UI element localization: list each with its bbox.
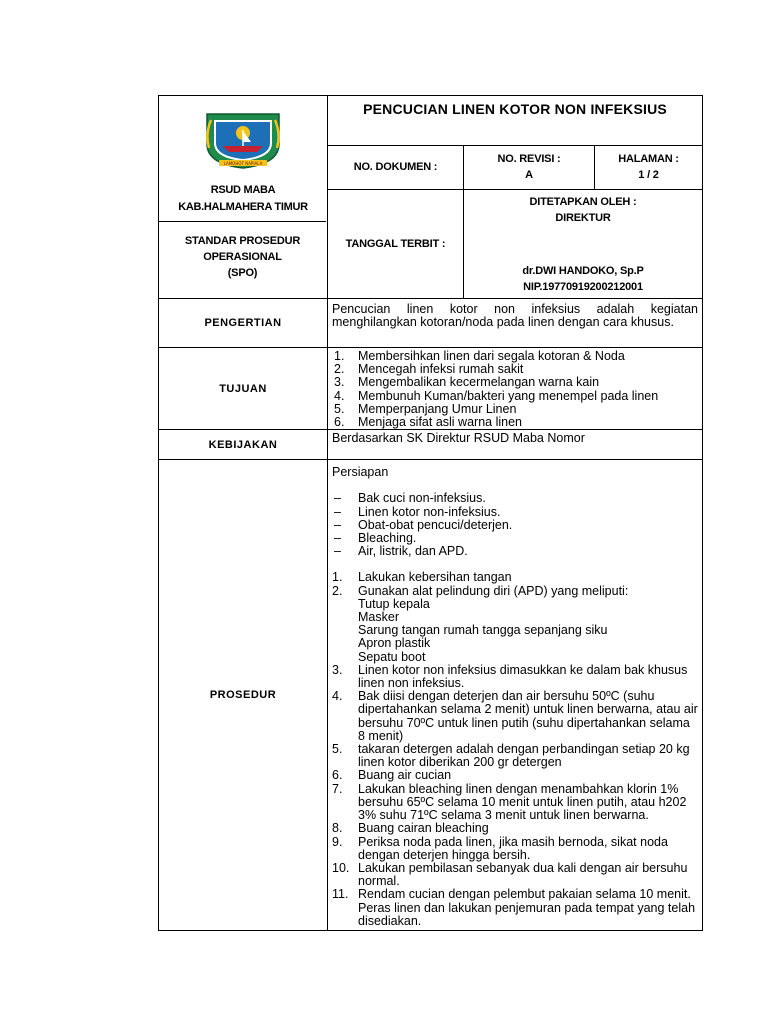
prosedur-step: 7. Lakukan bleaching linen dengan menambahkan klorin 1% bersuhu 65ºC selama 10 menit untuk linen putih, atau h202 3% suhu 71ºC selama 3 menit untuk linen berwarna. <box>332 781 687 823</box>
prosedur-cell <box>328 460 703 931</box>
halaman-label: HALAMAN : <box>618 152 679 165</box>
tujuan-item: 5. Memperpanjang Umur Linen <box>334 401 517 416</box>
apd-item: Apron plastik <box>358 636 431 651</box>
tujuan-cell <box>328 348 703 430</box>
kebijakan-text: Berdasarkan SK Direktur RSUD Maba Nomor <box>328 430 703 460</box>
hospital-name: RSUD MABA <box>210 184 276 196</box>
hospital-region: KAB.HALMAHERA TIMUR <box>178 201 308 213</box>
no-dokumen-label: NO. DOKUMEN : <box>353 161 438 174</box>
ditetapkan-role: DIREKTUR <box>555 212 611 225</box>
apd-item: Tutup kepala <box>358 596 430 611</box>
hospital-logo <box>203 108 283 170</box>
halaman-value: 1 / 2 <box>638 168 659 181</box>
bahan-item: – Linen kotor non-infeksius. <box>332 506 698 519</box>
prosedur-step: 4. Bak diisi dengan deterjen dan air bersuhu 50ºC (suhu dipertahankan selama 2 menit) untuk linen berwarna, atau air bersuhu 70ºC untuk linen putih (suhu dipertahankan selama 8 menit) <box>332 689 698 743</box>
no-revisi-cell <box>464 145 595 190</box>
tujuan-item: 4. Membunuh Kuman/bakteri yang menempel pada linen <box>334 388 659 403</box>
tanggal-terbit-cell <box>328 190 464 299</box>
bahan-list <box>332 492 698 558</box>
no-revisi-label: NO. REVISI : <box>497 152 561 165</box>
no-dokumen-cell <box>328 145 464 190</box>
apd-item: Sepatu boot <box>358 649 426 664</box>
bahan-item: – Bleaching. <box>332 532 698 545</box>
apd-item: Masker <box>358 610 399 625</box>
document-title: PENCUCIAN LINEN KOTOR NON INFEKSIUS <box>328 96 703 146</box>
prosedur-step: 3. Linen kotor non infeksius dimasukkan ke dalam bak khusus linen non infeksius. <box>332 662 688 691</box>
prosedur-step: 5. takaran detergen adalah dengan perbandingan setiap 20 kg linen kotor diberikan 200 gr detergen <box>332 742 690 770</box>
bahan-item: – Obat-obat pencuci/deterjen. <box>332 519 698 532</box>
ditetapkan-cell <box>464 190 703 299</box>
prosedur-step: 2. Gunakan alat pelindung diri (APD) yang meliputi: Tutup kepala Masker Sarung tangan rumah tangga sepanjang siku Apron plastik Sepatu boot <box>332 585 698 664</box>
bahan-item: – Air, listrik, dan APD. <box>332 545 698 558</box>
tujuan-list <box>332 350 698 429</box>
apd-item: Sarung tangan rumah tangga sepanjang siku <box>358 623 608 638</box>
pengertian-text: Pencucian linen kotor non infeksius adalah kegiatan menghilangkan kotoran/noda pada linen dengan cara khusus. <box>328 299 703 348</box>
kebijakan-label: KEBIJAKAN <box>159 430 328 460</box>
bahan-item: – Bak cuci non-infeksius. <box>332 492 698 505</box>
prosedur-steps <box>332 571 698 927</box>
tujuan-label: TUJUAN <box>159 348 328 430</box>
tujuan-item: 6. Menjaga sifat asli warna linen <box>334 415 522 430</box>
tujuan-item: 3. Mengembalikan kecermelangan warna kain <box>334 375 600 390</box>
signer-nip: NIP.19770919200212001 <box>523 281 643 293</box>
prosedur-step: 6. Buang air cucian <box>332 768 452 783</box>
spo-label-block <box>159 221 326 289</box>
prosedur-step: 8. Buang cairan bleaching <box>332 821 489 836</box>
tujuan-item: 1. Membersihkan linen dari segala kotoran & Noda <box>334 349 625 363</box>
signer-name: dr.DWI HANDOKO, Sp.P <box>522 265 644 277</box>
prosedur-step: 10. Lakukan pembilasan sebanyak dua kali dengan air bersuhu normal. <box>332 860 688 889</box>
spo-line3: (SPO) <box>227 267 258 279</box>
prosedur-step: 1. Lakukan kebersihan tangan <box>332 570 512 585</box>
tanggal-terbit-label: TANGGAL TERBIT : <box>345 238 446 251</box>
tujuan-item: 2. Mencegah infeksi rumah sakit <box>334 362 524 377</box>
prosedur-step: 11. Rendam cucian dengan pelembut pakaian selama 10 menit. Peras linen dan lakukan penjemuran pada tempat yang telah disediakan. <box>332 887 696 928</box>
spo-line2: OPERASIONAL <box>203 251 282 263</box>
halaman-cell <box>595 145 703 190</box>
persiapan-heading: Persiapan <box>332 465 389 480</box>
ditetapkan-label: DITETAPKAN OLEH : <box>529 196 637 209</box>
prosedur-label: PROSEDUR <box>159 460 328 931</box>
no-revisi-value: A <box>525 168 533 181</box>
spo-line1: STANDAR PROSEDUR <box>184 235 301 247</box>
prosedur-step: 9. Periksa noda pada linen, jika masih bernoda, sikat noda dengan deterjen hingga bersih. <box>332 834 668 862</box>
pengertian-label: PENGERTIAN <box>159 299 328 348</box>
svg-text:LAMOHOT NAPIALA: LAMOHOT NAPIALA <box>223 161 263 166</box>
